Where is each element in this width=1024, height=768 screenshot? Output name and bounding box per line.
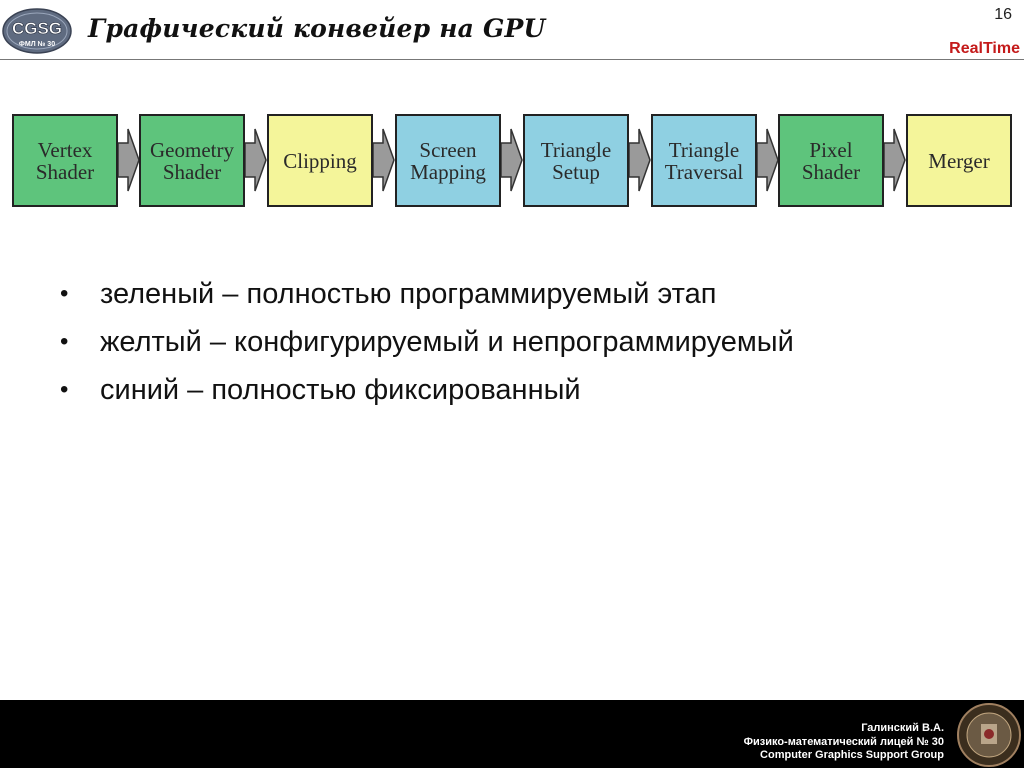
legend-bullet-list — [60, 272, 794, 416]
pipeline-stage-pixel-shader: Pixel Shader — [778, 114, 884, 207]
legend-bullet-item — [60, 272, 794, 320]
bullet-text: желтый – конфигурируемый и непрограммируемый — [100, 326, 794, 358]
bullet-marker: • — [60, 376, 69, 403]
bullet-text: зеленый – полностью программируемый этап — [100, 278, 717, 310]
legend-bullet-item — [60, 368, 794, 416]
pipeline-arrow-icon — [629, 127, 651, 193]
pipeline-stage-vertex-shader: Vertex Shader — [12, 114, 118, 207]
bullet-marker: • — [60, 328, 69, 355]
pipeline-diagram — [0, 0, 1024, 230]
pipeline-arrow-icon — [884, 127, 906, 193]
logo-text-bottom: ФМЛ № 30 — [18, 41, 56, 48]
pipeline-stage-triangle-setup: Triangle Setup — [523, 114, 629, 207]
pipeline-stage-geometry-shader: Geometry Shader — [139, 114, 245, 207]
logo-text-top: CGSG — [11, 19, 63, 38]
pipeline-arrow-icon — [373, 127, 395, 193]
pipeline-arrow-icon — [501, 127, 523, 193]
footer-credits — [744, 722, 944, 763]
pipeline-stage-merger: Merger — [906, 114, 1012, 207]
pipeline-arrow-icon — [757, 127, 779, 193]
bullet-text: синий – полностью фиксированный — [100, 374, 581, 406]
pipeline-arrow-icon — [118, 127, 140, 193]
footer-group: Computer Graphics Support Group — [760, 749, 944, 761]
school-seal-icon — [956, 702, 1022, 768]
slide-number: 16 — [994, 6, 1012, 23]
pipeline-stage-screen-mapping: Screen Mapping — [395, 114, 501, 207]
pipeline-stage-triangle-traversal: Triangle Traversal — [651, 114, 757, 207]
bullet-marker: • — [60, 280, 69, 307]
footer-school: Физико-математический лицей № 30 — [743, 735, 944, 748]
slide-title: Графический конвейер на GPU — [88, 14, 546, 43]
footer-bar — [0, 700, 1024, 768]
legend-bullet-item — [60, 320, 794, 368]
pipeline-stage-clipping: Clipping — [267, 114, 373, 207]
pipeline-arrow-icon — [245, 127, 267, 193]
footer-author: Галинский В.А. — [861, 722, 944, 734]
brand-label: RealTime — [949, 40, 1020, 57]
